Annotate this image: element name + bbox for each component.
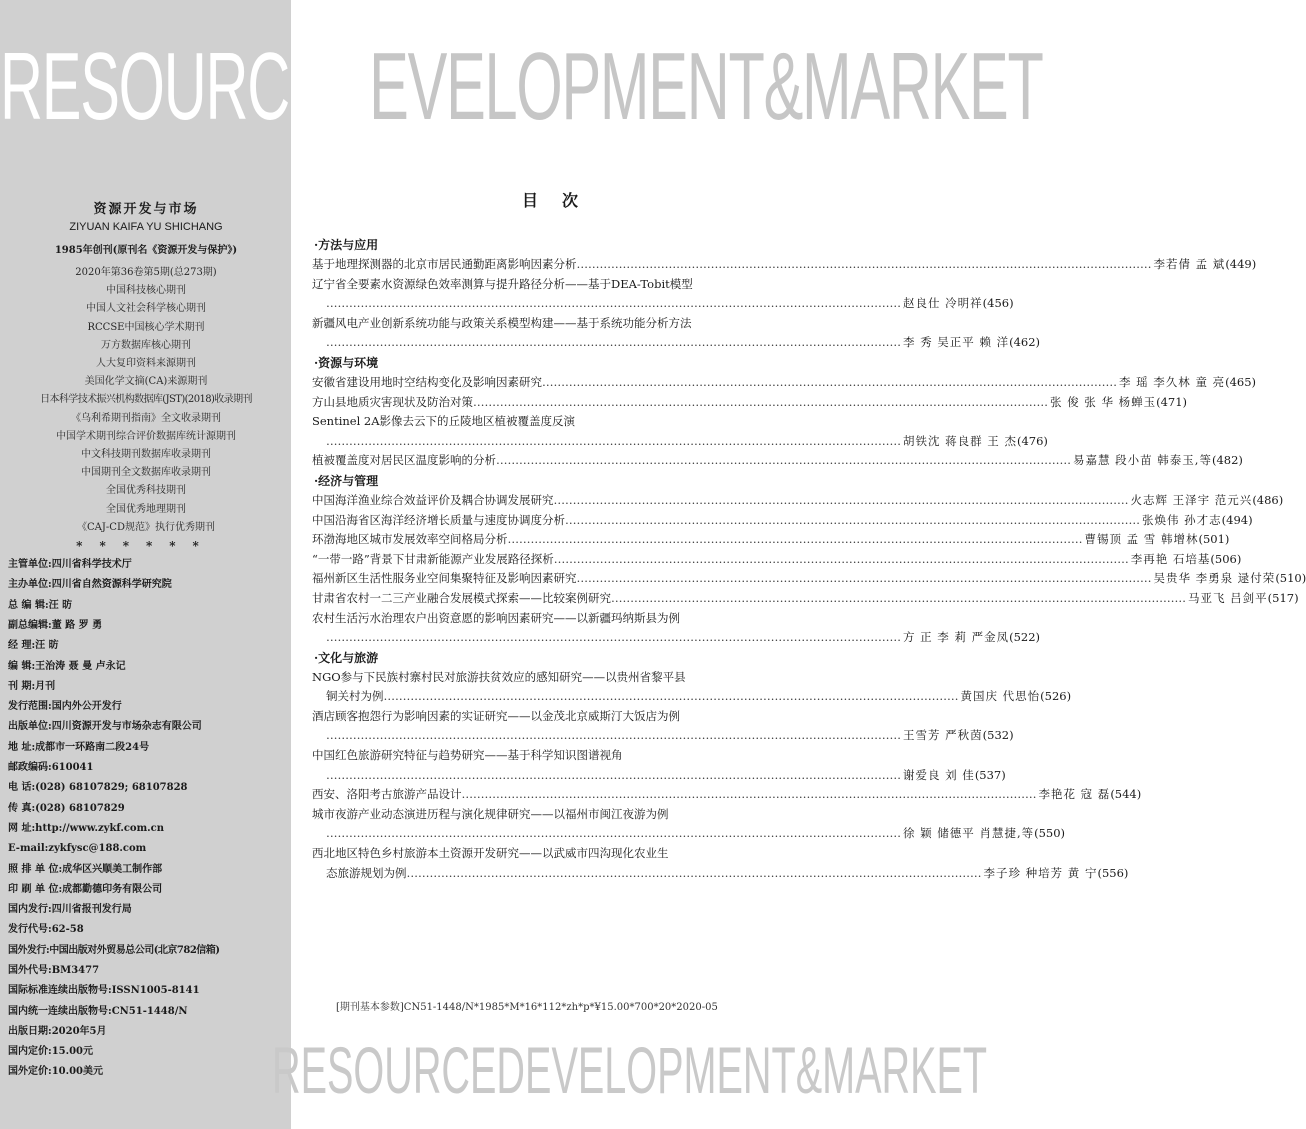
entry-page: (482) — [1211, 453, 1243, 468]
entry-title: 基于地理探测器的北京市居民通勤距离影响因素分析 — [312, 257, 577, 271]
entry-page: (462) — [1009, 335, 1041, 350]
entry-title: 安徽省建设用地时空结构变化及影响因素研究 — [312, 374, 542, 389]
entry-title: 中国沿海省区海洋经济增长质量与速度协调度分析 — [312, 512, 565, 527]
toc-entry[interactable] — [312, 805, 1066, 844]
entry-title: 方山县地质灾害现状及防治对策 — [312, 394, 473, 409]
leader-dots — [326, 333, 901, 353]
entry-title: 福州新区生活性服务业空间集聚特征及影响因素研究 — [312, 571, 577, 586]
info-line: 网 址:http://www.zykf.com.cn — [8, 822, 164, 834]
entry-page: (544) — [1110, 787, 1142, 802]
indexing-item: 2020年第36卷第5期(总273期) — [75, 267, 217, 278]
indexing-list — [8, 264, 284, 537]
entry-page: (476) — [1016, 433, 1048, 448]
toc-entry[interactable] — [312, 255, 1257, 275]
entry-title: 西安、洛阳考古旅游产品设计 — [312, 787, 462, 802]
leader-dots — [611, 589, 1186, 609]
entry-authors: 李 秀 吴正平 赖 洋 — [903, 335, 1010, 350]
entry-page: (526) — [1040, 689, 1072, 704]
entry-page: (501) — [1198, 532, 1230, 547]
footer-banner: RESOURCEDEVELOPMENT&MARKET — [272, 1033, 988, 1107]
leader-dots — [565, 511, 1140, 531]
toc-entry[interactable] — [312, 275, 1014, 314]
entry-authors: 方 正 李 莉 严金凤 — [903, 630, 1010, 645]
leader-dots — [326, 294, 901, 314]
publication-info — [8, 555, 284, 1083]
masthead-part-1: RESOURCED — [0, 33, 370, 140]
entry-authors: 吴贵华 李勇泉 逯付荣 — [1153, 571, 1276, 586]
info-line: 邮政编码:610041 — [8, 762, 94, 774]
entry-page: (494) — [1221, 512, 1253, 527]
entry-title: 中国红色旅游研究特征与趋势研究——基于科学知识图谱视角 — [312, 748, 623, 763]
info-line: 出版日期:2020年5月 — [8, 1025, 107, 1037]
entry-title: Sentinel 2A影像去云下的丘陵地区植被覆盖度反演 — [312, 414, 576, 429]
journal-founded: 1985年创刊(原刊名《资源开发与保护》) — [54, 245, 238, 256]
entry-page: (522) — [1009, 630, 1041, 645]
info-line: 总 编 辑:汪 昉 — [8, 599, 73, 611]
entry-title: 态旅游规划为例 — [326, 865, 407, 880]
entry-page: (517) — [1267, 590, 1299, 605]
toc-entry[interactable] — [312, 746, 1006, 785]
indexing-item: 中国学术期刊综合评价数据库统计源期刊 — [56, 430, 236, 442]
entry-page: (506) — [1210, 551, 1242, 566]
entry-authors: 李再艳 石培基 — [1130, 551, 1211, 566]
entry-authors: 王雪芳 严秋茵 — [903, 728, 983, 743]
entry-title: 环渤海地区城市发展效率空间格局分析 — [312, 532, 508, 547]
info-line: 发行范围:国内外公开发行 — [8, 701, 122, 713]
toc-entry[interactable] — [312, 844, 1129, 883]
toc-entry[interactable] — [312, 373, 1257, 393]
leader-dots — [326, 726, 901, 746]
leader-dots — [554, 550, 1129, 570]
info-line: 出版单位:四川资源开发与市场杂志有限公司 — [8, 721, 202, 733]
indexing-item: 中国人文社会科学核心期刊 — [86, 303, 206, 315]
entry-page: (556) — [1097, 865, 1129, 880]
leader-dots — [473, 393, 1048, 413]
entry-authors: 胡铁沈 蒋良群 王 杰 — [903, 433, 1017, 448]
entry-title: 甘肃省农村一二三产业融合发展模式探索——比较案例研究 — [312, 590, 611, 605]
star-divider: ****** — [76, 539, 216, 554]
indexing-item: 中文科技期刊数据库收录期刊 — [81, 449, 211, 461]
info-line: 国内发行:四川省报刊发行局 — [8, 904, 132, 916]
leader-dots — [577, 255, 1152, 275]
entry-authors: 张焕伟 孙才志 — [1142, 512, 1222, 527]
journal-parameters: [期刊基本参数]CN51-1448/N*1985*M*16*112*zh*p*¥15.00*700*20*2020-05 — [336, 1002, 718, 1013]
indexing-item: 万方数据库核心期刊 — [101, 339, 191, 351]
info-line: 国外定价:10.00美元 — [8, 1066, 104, 1078]
entry-page: (486) — [1252, 492, 1284, 507]
leader-dots — [496, 451, 1071, 471]
indexing-item: 中国期刊全文数据库收录期刊 — [81, 467, 211, 479]
entry-page: (449) — [1225, 257, 1257, 271]
entry-authors: 李艳花 寇 磊 — [1038, 787, 1111, 802]
toc-entry[interactable] — [312, 589, 1299, 609]
table-of-contents — [312, 188, 1306, 883]
masthead-part-2: EVELOPMENT&MARKET — [369, 33, 1043, 140]
journal-title: 资源开发与市场 — [93, 202, 199, 217]
info-line: 国内定价:15.00元 — [8, 1046, 94, 1058]
indexing-item: 全国优秀地理期刊 — [106, 503, 186, 515]
toc-section-title: ·经济与管理 — [314, 473, 379, 488]
info-line: 主办单位:四川省自然资源科学研究院 — [8, 579, 172, 591]
info-line: 编 辑:王治涛 聂 曼 卢永记 — [8, 660, 126, 672]
entry-title: 中国海洋渔业综合效益评价及耦合协调发展研究 — [312, 492, 554, 507]
leader-dots — [554, 491, 1129, 511]
info-line: 照 排 单 位:成华区兴顺美工制作部 — [8, 863, 163, 875]
entry-title: 城市夜游产业动态演进历程与演化规律研究——以福州市闽江夜游为例 — [312, 806, 669, 821]
leader-dots — [542, 373, 1117, 393]
entry-authors: 曹锡顶 孟 雪 韩增林 — [1084, 532, 1199, 547]
leader-dots — [407, 864, 982, 884]
toc-entry[interactable] — [312, 451, 1243, 471]
leader-dots — [384, 687, 959, 707]
info-line: 国内统一连续出版物号:CN51-1448/N — [8, 1005, 188, 1017]
info-line: 地 址:成都市一环路南二段24号 — [8, 741, 150, 753]
toc-entry[interactable] — [312, 785, 1142, 805]
journal-info-column — [8, 198, 284, 1083]
entry-title: 植被覆盖度对居民区温度影响的分析 — [312, 453, 496, 468]
entry-title: 铜关村为例 — [326, 689, 384, 704]
indexing-item: RCCSE中国核心学术期刊 — [87, 321, 205, 333]
entry-title: 西北地区特色乡村旅游本土资源开发研究——以武威市四沟现化农业生 — [312, 846, 669, 861]
toc-entry[interactable] — [312, 569, 1306, 589]
entry-title: 酒店顾客抱怨行为影响因素的实证研究——以金茂北京威斯汀大饭店为例 — [312, 708, 680, 723]
entry-page: (456) — [982, 296, 1014, 311]
entry-authors: 易嘉慧 段小苗 韩泰玉,等 — [1073, 453, 1212, 468]
toc-sections — [312, 235, 1306, 883]
toc-entry[interactable] — [312, 530, 1230, 550]
indexing-item: 全国优秀科技期刊 — [106, 485, 186, 497]
entry-page: (550) — [1034, 826, 1066, 841]
toc-section-title: ·方法与应用 — [314, 238, 379, 252]
info-line: 国际标准连续出版物号:ISSN1005-8141 — [8, 985, 200, 997]
entry-authors: 张 俊 张 华 杨蝉玉 — [1050, 394, 1157, 409]
entry-page: (471) — [1156, 394, 1188, 409]
toc-entry[interactable] — [312, 550, 1242, 570]
journal-pinyin: ZIYUAN KAIFA YU SHICHANG — [69, 221, 223, 233]
toc-entry[interactable] — [312, 314, 1041, 353]
indexing-item: 日本科学技术振兴机构数据库(JST)(2018)收录期刊 — [40, 394, 252, 406]
info-line: 刊 期:月刊 — [8, 680, 56, 692]
leader-dots — [508, 530, 1083, 550]
info-line: 发行代号:62-58 — [8, 924, 84, 936]
leader-dots — [326, 628, 901, 648]
leader-dots — [326, 432, 901, 452]
entry-page: (510) — [1275, 571, 1306, 586]
entry-authors: 谢爱良 刘 佳 — [903, 767, 975, 782]
indexing-item: 《乌利希期刊指南》全文收录期刊 — [71, 412, 221, 424]
indexing-item: 人大复印资料来源期刊 — [96, 358, 196, 370]
entry-title: “一带一路”背景下甘肃新能源产业发展路径探析 — [312, 551, 554, 566]
toc-entry[interactable] — [312, 609, 1041, 648]
leader-dots — [462, 785, 1037, 805]
toc-section-title: ·文化与旅游 — [314, 650, 379, 665]
info-line: 印 刷 单 位:成都勤德印务有限公司 — [8, 883, 163, 895]
entry-authors: 李子珍 种培芳 黄 宁 — [983, 865, 1098, 880]
indexing-item: 美国化学文摘(CA)来源期刊 — [84, 376, 208, 388]
info-line: 传 真:(028) 68107829 — [8, 802, 125, 814]
entry-authors: 马亚飞 吕剑平 — [1188, 590, 1268, 605]
entry-authors: 李若倩 孟 斌 — [1153, 257, 1226, 271]
toc-section-title: ·资源与环境 — [314, 355, 379, 370]
info-line: 国外代号:BM3477 — [8, 964, 100, 976]
info-line: 副总编辑:董 路 罗 勇 — [8, 619, 103, 631]
entry-authors: 李 瑶 李久林 童 亮 — [1119, 374, 1226, 389]
toc-entry[interactable] — [312, 511, 1253, 531]
toc-entry[interactable] — [312, 668, 1072, 707]
entry-authors: 黄国庆 代思怡 — [960, 689, 1041, 704]
leader-dots — [326, 766, 901, 786]
entry-authors: 火志辉 王泽宇 范元兴 — [1130, 492, 1253, 507]
leader-dots — [326, 824, 901, 844]
entry-page: (537) — [974, 767, 1006, 782]
entry-title: NGO参与下民族村寨村民对旅游扶贫效应的感知研究——以贵州省黎平县 — [312, 669, 686, 684]
entry-authors: 赵良仕 冷明祥 — [903, 296, 983, 311]
entry-title: 新疆风电产业创新系统功能与政策关系模型构建——基于系统功能分析方法 — [312, 315, 692, 330]
toc-entry[interactable] — [312, 707, 1014, 746]
toc-heading: 目次 — [521, 191, 602, 210]
info-line: 主管单位:四川省科学技术厅 — [8, 559, 132, 571]
info-line: 经 理:汪 昉 — [8, 640, 59, 652]
masthead-banner — [0, 12, 1043, 162]
entry-page: (532) — [982, 728, 1014, 743]
info-line: 国外发行:中国出版对外贸易总公司(北京782信箱) — [8, 944, 220, 956]
indexing-item: 中国科技核心期刊 — [106, 285, 186, 297]
toc-entry[interactable] — [312, 393, 1188, 413]
leader-dots — [577, 569, 1152, 589]
entry-page: (465) — [1225, 374, 1257, 389]
toc-entry[interactable] — [312, 491, 1284, 511]
indexing-item: 《CAJ-CD规范》执行优秀期刊 — [77, 521, 215, 533]
info-line: 电 话:(028) 68107829; 68107828 — [8, 782, 188, 794]
toc-entry[interactable] — [312, 412, 1048, 451]
entry-authors: 徐 颖 储德平 肖慧捷,等 — [903, 826, 1035, 841]
info-line: E-mail:zykfysc@188.com — [8, 843, 147, 855]
entry-title: 农村生活污水治理农户出资意愿的影响因素研究——以新疆玛纳斯县为例 — [312, 610, 680, 625]
entry-title: 辽宁省全要素水资源绿色效率测算与提升路径分析——基于DEA-Tobit模型 — [312, 276, 693, 291]
